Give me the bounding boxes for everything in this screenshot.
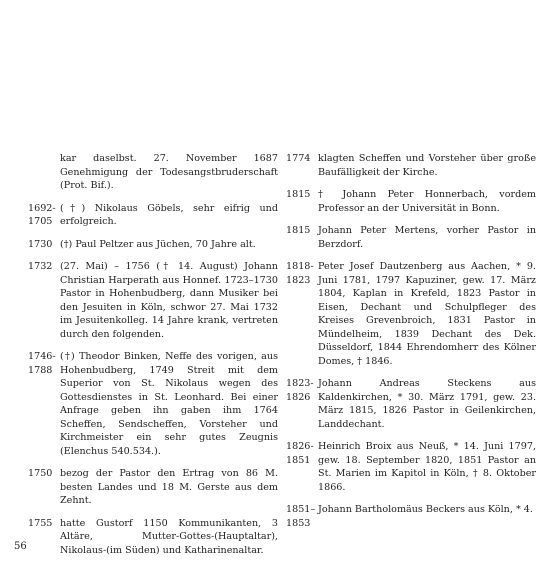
entry-text: kar daselbst. 27. November 1687 Genehmigung der Todesangstbruderschaft (Prot. Bif.).	[60, 153, 278, 191]
entry-text: † Johann Peter Honnerbach, vordem Professor an der Universität in Bonn.	[318, 189, 536, 214]
left-column	[28, 152, 278, 566]
entry-year: 1815	[286, 189, 311, 200]
entry-text: Johann Peter Mertens, vorher Pastor in Berzdorf.	[318, 225, 536, 250]
entry	[286, 440, 536, 494]
entry	[286, 260, 536, 368]
entry-text: klagten Scheffen und Vorsteher über große Baufälligkeit der Kirche.	[318, 153, 536, 178]
entry-year: 1730	[28, 238, 53, 250]
page-number: 56	[14, 541, 27, 552]
right-column	[286, 152, 536, 539]
entry	[286, 377, 536, 431]
entry-text: (†) Paul Peltzer aus Jüchen, 70 Jahre alt.	[60, 238, 256, 250]
entry-year: 1732	[28, 261, 53, 272]
entry-year: 1818- 1823	[286, 261, 314, 286]
entry-text: Johann Andreas Steckens aus Kaldenkirchen, * 30. März 1791, gew. 23. März 1815, 1826 Pastor in Geilenkirchen, Landdechant.	[318, 378, 536, 430]
entry	[28, 350, 278, 458]
entry	[286, 224, 536, 251]
entry-year: 1851– 1853	[286, 504, 316, 529]
entry	[286, 152, 536, 179]
entry-year: 1815	[286, 225, 311, 236]
entry	[28, 152, 278, 193]
entry-text: Peter Josef Dautzenberg aus Aachen, * 9. Juni 1781, 1797 Kapuziner, gew. 17. März 1804, Kaplan in Krefeld, 1823 Pastor in Eisen, Dechant und Schulpfleger des Kreises Grevenbroich, 1831 Pastor in Mündelheim, 1839 Dechant des Dek. Düsseldorf, 1844 Ehrendomherr des Kölner Domes, † 1846.	[318, 261, 536, 367]
entry	[286, 188, 536, 215]
entry-year: 1755	[28, 517, 53, 529]
entry	[28, 467, 278, 508]
entry-text: Heinrich Broix aus Neuß, * 14. Juni 1797, gew. 18. September 1820, 1851 Pastor an St. Marien im Kapitol in Köln, † 8. Oktober 1866.	[318, 441, 536, 493]
entry	[286, 503, 536, 530]
entry-year: 1774	[286, 153, 311, 164]
entry-text: Johann Bartholomäus Beckers aus Köln, * 4.	[318, 504, 533, 515]
entry-text: (27. Mai) – 1756 († 14. August) Johann Christian Harperath aus Honnef. 1723–1730 Pastor in Hohenbudberg, dann Musiker bei den Jesuiten in Köln, schwor 27. Mai 1732 im Jesuitenkolleg. 14 Jahre krank, vertreten durch den folgenden.	[60, 261, 278, 340]
entry-text: bezog der Pastor den Ertrag von 86 M. besten Landes und 18 M. Gerste aus dem Zehnt.	[60, 468, 278, 506]
entry	[28, 202, 278, 229]
entry-year: 1826- 1851	[286, 441, 314, 466]
entry-text: (†) Nikolaus Göbels, sehr eifrig und erfolgreich.	[60, 202, 278, 227]
entry-year: 1692- 1705	[28, 202, 56, 227]
entry-text: (†) Theodor Binken, Neffe des vorigen, aus Hohenbudberg, 1749 Streit mit dem Superior von St. Nikolaus wegen des Gottesdienstes in St. Leonhard. Bei einer Anfrage geben ihn gaben ihm 1764 Scheffen, Sendscheffen, Vorsteher und Kirchmeister ein sehr gutes Zeugnis (Elenchus 540.534.).	[60, 351, 278, 457]
entry-year: 1746- 1788	[28, 351, 56, 376]
entry	[28, 517, 278, 558]
entry	[28, 260, 278, 341]
entry-year: 1823- 1826	[286, 378, 314, 403]
entry	[28, 238, 278, 252]
entry-year: 1750	[28, 468, 53, 479]
entry-text: hatte Gustorf 1150 Kommunikanten, 3 Altäre, Mutter-Gottes-(Hauptaltar), Nikolaus-(im Süden) und Katharinenaltar.	[60, 517, 278, 556]
